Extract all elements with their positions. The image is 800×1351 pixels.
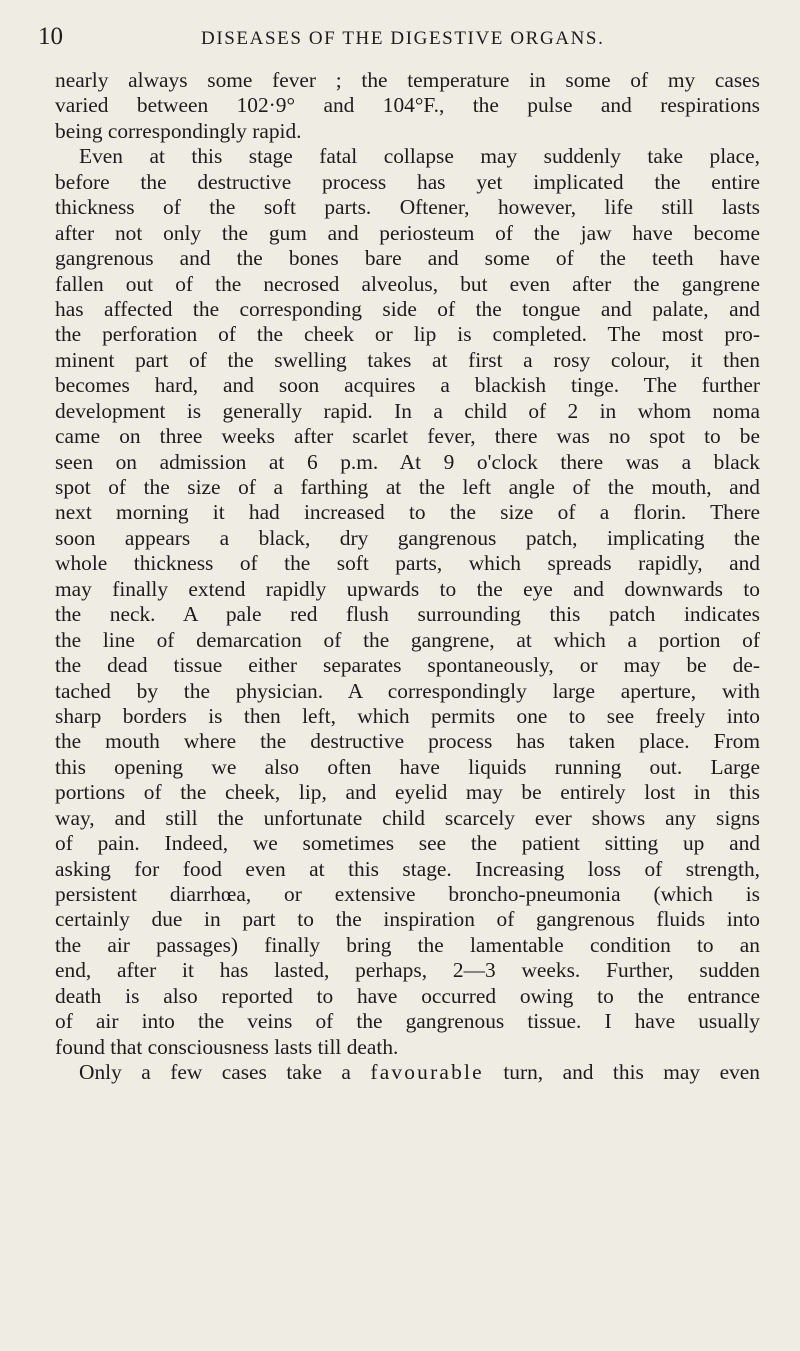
- body-text: [55, 68, 760, 1086]
- text-line: soon appears a black, dry gangrenous patch, implicating the: [55, 525, 760, 550]
- text-line: before the destructive process has yet implicated the entire: [55, 169, 760, 194]
- text-line: the perforation of the cheek or lip is completed. The most pro-: [55, 322, 760, 347]
- text-line: portions of the cheek, lip, and eyelid may be entirely lost in this: [55, 780, 760, 805]
- text-line: varied between 102·9° and 104°F., the pulse and respirations: [55, 93, 760, 118]
- text-line: Even at this stage fatal collapse may suddenly take place,: [79, 144, 760, 169]
- text-line: found that consciousness lasts till death.: [55, 1034, 399, 1059]
- text-line: of air into the veins of the gangrenous tissue. I have usually: [55, 1009, 760, 1034]
- text-line: certainly due in part to the inspiration of gangrenous fluids into: [55, 907, 760, 932]
- text-line: whole thickness of the soft parts, which spreads rapidly, and: [55, 551, 760, 576]
- text-line: the mouth where the destructive process has taken place. From: [55, 729, 760, 754]
- text-line: seen on admission at 6 p.m. At 9 o'clock there was a black: [55, 449, 760, 474]
- final-line-end: turn, and this may even: [503, 1060, 760, 1085]
- text-line: becomes hard, and soon acquires a blackish tinge. The further: [55, 373, 760, 398]
- text-line: being correspondingly rapid.: [55, 118, 302, 143]
- text-line: sharp borders is then left, which permits one to see freely into: [55, 703, 760, 728]
- text-line: has affected the corresponding side of the tongue and palate, and: [55, 296, 760, 321]
- text-line: spot of the size of a farthing at the left angle of the mouth, and: [55, 475, 760, 499]
- text-line: end, after it has lasted, perhaps, 2—3 weeks. Further, sudden: [55, 958, 760, 983]
- text-line: nearly always some fever ; the temperature in some of my cases: [55, 68, 760, 92]
- text-line: death is also reported to have occurred owing to the entrance: [55, 983, 760, 1008]
- text-line: gangrenous and the bones bare and some of the teeth have: [55, 246, 760, 271]
- text-line: this opening we also often have liquids running out. Large: [55, 754, 760, 779]
- text-line: of pain. Indeed, we sometimes see the patient sitting up and: [55, 831, 760, 856]
- text-line: may finally extend rapidly upwards to the eye and downwards to: [55, 576, 760, 601]
- text-line: the line of demarcation of the gangrene, at which a portion of: [55, 627, 760, 652]
- final-line-spaced-word: favourable: [370, 1060, 484, 1085]
- text-line: development is generally rapid. In a child of 2 in whom noma: [55, 398, 760, 423]
- text-line: persistent diarrhœa, or extensive broncho-pneumonia (which is: [55, 882, 760, 906]
- text-line: way, and still the unfortunate child scarcely ever shows any signs: [55, 805, 760, 830]
- text-line: fallen out of the necrosed alveolus, but even after the gangrene: [55, 271, 760, 296]
- text-line: the neck. A pale red flush surrounding this patch indicates: [55, 602, 760, 627]
- text-line-final: [55, 1060, 760, 1085]
- text-line: tached by the physician. A correspondingly large aperture, with: [55, 678, 760, 703]
- text-line: the air passages) finally bring the lamentable condition to an: [55, 932, 760, 957]
- page-number: 10: [38, 23, 63, 50]
- text-line: the dead tissue either separates spontaneously, or may be de-: [55, 653, 760, 678]
- text-line: came on three weeks after scarlet fever, there was no spot to be: [55, 424, 760, 449]
- running-title: DISEASES OF THE DIGESTIVE ORGANS.: [201, 28, 605, 49]
- text-line: asking for food even at this stage. Increasing loss of strength,: [55, 856, 760, 881]
- page-header: [38, 22, 758, 52]
- text-line: next morning it had increased to the size of a florin. There: [55, 500, 760, 525]
- text-line: after not only the gum and periosteum of the jaw have become: [55, 220, 760, 245]
- final-line-start: Only a few cases take a: [79, 1060, 351, 1085]
- text-line: thickness of the soft parts. Oftener, however, life still lasts: [55, 195, 760, 220]
- text-line: minent part of the swelling takes at first a rosy colour, it then: [55, 347, 760, 372]
